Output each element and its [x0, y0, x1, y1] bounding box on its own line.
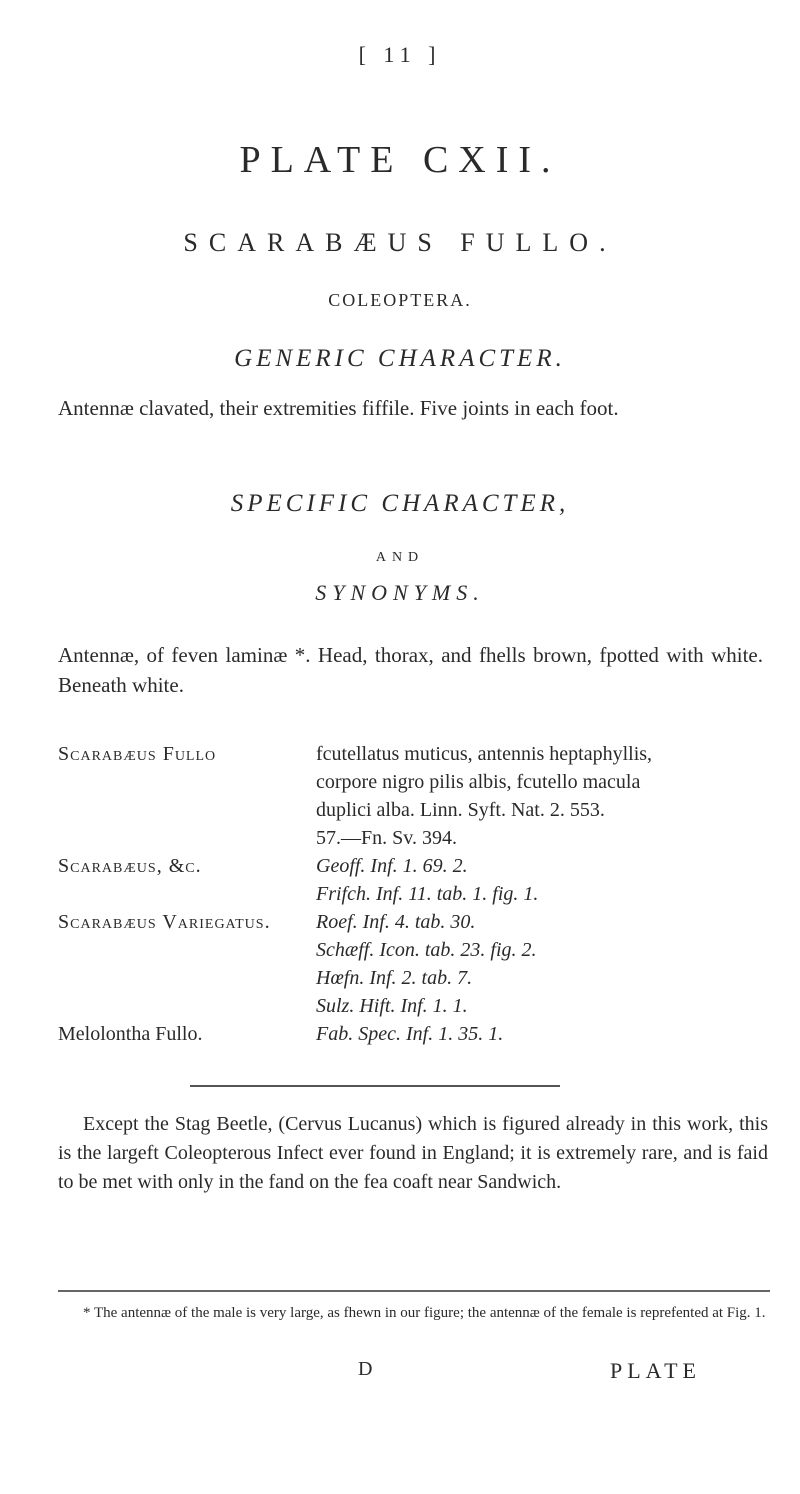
synonym-ref-line: Hœfn. Inf. 2. tab. 7.: [316, 967, 473, 989]
footnote: * The antennæ of the male is very large, as fhewn in our figure; the antennæ of the female is reprefented at Fig. 1.: [83, 1305, 766, 1321]
generic-character-text: Antennæ clavated, their extremities fiffile. Five joints in each foot.: [58, 396, 619, 420]
section-divider: [190, 1085, 560, 1087]
synonym-entry: [58, 908, 768, 1020]
specific-character-text: Antennæ, of feven laminæ *. Head, thorax, and fhells brown, fpotted with white. Beneath white.: [58, 643, 763, 697]
page-number: [ 11 ]: [358, 42, 442, 67]
synonym-references: [316, 908, 768, 1020]
synonym-ref-line: Geoff. Inf. 1. 69. 2.: [316, 855, 468, 877]
synonym-ref-line: Roef. Inf. 4. tab. 30.: [316, 911, 476, 933]
footnote-divider: [58, 1290, 770, 1292]
synonym-references: [316, 1020, 768, 1048]
body-paragraph: Except the Stag Beetle, (Cervus Lucanus) which is figured already in this work, this is the largeft Coleopterous Infect ever found in England; it is extremely rare, and is faid to be met with only in the fand on the fea coaft near Sandwich.: [58, 1113, 768, 1193]
synonym-ref-line: corpore nigro pilis albis, fcutello macula: [316, 771, 641, 793]
synonyms-heading: SYNONYMS.: [315, 580, 485, 605]
synonym-ref-line: duplici alba. Linn. Syft. Nat. 2. 553.: [316, 799, 605, 821]
and-heading: AND: [375, 550, 425, 565]
generic-character-heading: GENERIC CHARACTER.: [234, 345, 566, 372]
synonym-references: [316, 740, 768, 852]
synonym-ref-line: 57.—Fn. Sv. 394.: [316, 827, 457, 849]
synonym-references: [316, 852, 768, 908]
synonym-name: Scarabæus Fullo: [58, 743, 217, 765]
signature-mark: D: [358, 1358, 373, 1380]
synonym-name: Melolontha Fullo.: [58, 1023, 203, 1045]
synonym-entry: [58, 852, 768, 908]
synonym-entry: [58, 1020, 768, 1048]
synonym-ref-line: Fab. Spec. Inf. 1. 35. 1.: [316, 1023, 504, 1045]
order-name: COLEOPTERA.: [328, 290, 472, 310]
synonym-ref-line: Schæff. Icon. tab. 23. fig. 2.: [316, 939, 537, 961]
specific-character-heading: SPECIFIC CHARACTER,: [230, 490, 570, 517]
synonym-ref-line: Sulz. Hift. Inf. 1. 1.: [316, 995, 468, 1017]
synonym-ref-line: Frifch. Inf. 11. tab. 1. fig. 1.: [316, 883, 539, 905]
plate-title: PLATE CXII.: [239, 139, 561, 181]
species-title: SCARABÆUS FULLO.: [183, 228, 617, 257]
synonym-entry: [58, 740, 768, 852]
synonym-name: Scarabæus Variegatus.: [58, 911, 271, 933]
catchword: PLATE: [610, 1358, 701, 1383]
synonym-ref-line: fcutellatus muticus, antennis heptaphyllis,: [316, 743, 653, 765]
synonym-name: Scarabæus, &c.: [58, 855, 202, 877]
